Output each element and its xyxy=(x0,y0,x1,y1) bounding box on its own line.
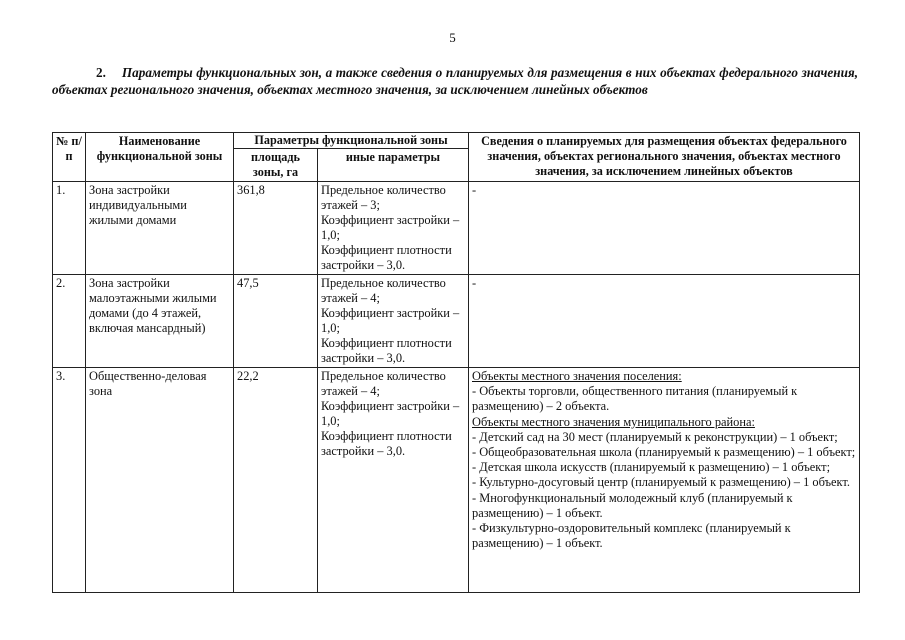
header-num: № п/п xyxy=(53,133,86,182)
row-zone: Общественно-деловая зона xyxy=(86,368,234,593)
settlement-objects-title: Объекты местного значения поселения: xyxy=(472,369,682,383)
table-row xyxy=(53,275,860,368)
row-num: 3. xyxy=(53,368,86,593)
header-objects-info: Сведения о планируемых для размещения объектах федерального значения, объектах регионального значения, объектах местного значения, за исключением линейных объектов xyxy=(469,133,860,182)
row-num: 2. xyxy=(53,275,86,368)
header-other-params: иные параметры xyxy=(318,149,469,182)
row-objects: - xyxy=(469,182,860,275)
header-area: площадь зоны, га xyxy=(234,149,318,182)
row-params xyxy=(318,368,469,593)
objects-list-item: - Многофункциональный молодежный клуб (планируемый к размещению) – 1 объект. xyxy=(472,490,793,520)
row-area: 361,8 xyxy=(234,182,318,275)
row-num: 1. xyxy=(53,182,86,275)
row-zone: Зона застройки индивидуальными жилыми домами xyxy=(86,182,234,275)
header-zone-name: Наименование функциональной зоны xyxy=(86,133,234,182)
param-density-coef: Коэффициент плотности застройки – 3,0. xyxy=(321,429,452,458)
row-area: 47,5 xyxy=(234,275,318,368)
row-zone: Зона застройки малоэтажными жилыми домами (до 4 этажей, включая мансардный) xyxy=(86,275,234,368)
row-params xyxy=(318,182,469,275)
table-header-row xyxy=(53,133,860,149)
param-floors: Предельное количество этажей – 3; xyxy=(321,183,446,212)
row-params xyxy=(318,275,469,368)
row-objects: - xyxy=(469,275,860,368)
param-build-coef: Коэффициент застройки – 1,0; xyxy=(321,306,460,335)
objects-list-item: - Детская школа искусств (планируемый к размещению) – 1 объект; xyxy=(472,460,831,475)
table-row xyxy=(53,368,860,593)
zones-table xyxy=(52,132,860,593)
param-build-coef: Коэффициент застройки – 1,0; xyxy=(321,213,460,242)
district-objects-title: Объекты местного значения муниципального района: xyxy=(472,414,755,429)
param-build-coef: Коэффициент застройки – 1,0; xyxy=(321,399,460,428)
param-floors: Предельное количество этажей – 4; xyxy=(321,369,446,398)
objects-list-item: - Объекты торговли, общественного питания (планируемый к размещению) – 2 объекта. xyxy=(472,384,798,414)
page-number: 5 xyxy=(449,30,456,45)
table-row xyxy=(53,182,860,275)
objects-list-item: - Физкультурно-оздоровительный комплекс (планируемый к размещению) – 1 объект. xyxy=(472,521,791,551)
section-heading xyxy=(52,64,858,98)
param-floors: Предельное количество этажей – 4; xyxy=(321,276,446,305)
row-area: 22,2 xyxy=(234,368,318,593)
row-objects xyxy=(469,368,860,593)
section-number: 2. xyxy=(96,65,106,80)
header-params-group: Параметры функциональной зоны xyxy=(234,133,469,149)
param-density-coef: Коэффициент плотности застройки – 3,0. xyxy=(321,243,452,272)
param-density-coef: Коэффициент плотности застройки – 3,0. xyxy=(321,336,452,365)
objects-list-item: - Детский сад на 30 мест (планируемый к реконструкции) – 1 объект; xyxy=(472,429,838,444)
objects-list-item: - Общеобразовательная школа (планируемый к размещению) – 1 объект; xyxy=(472,445,856,460)
section-title: Параметры функциональных зон, а также сведения о планируемых для размещения в них объектах федерального значения, объектах регионального значения, объектах местного значения, за исключением линейных объектов xyxy=(52,65,858,97)
objects-list-item: - Культурно-досуговый центр (планируемый к размещению) – 1 объект. xyxy=(472,475,850,490)
